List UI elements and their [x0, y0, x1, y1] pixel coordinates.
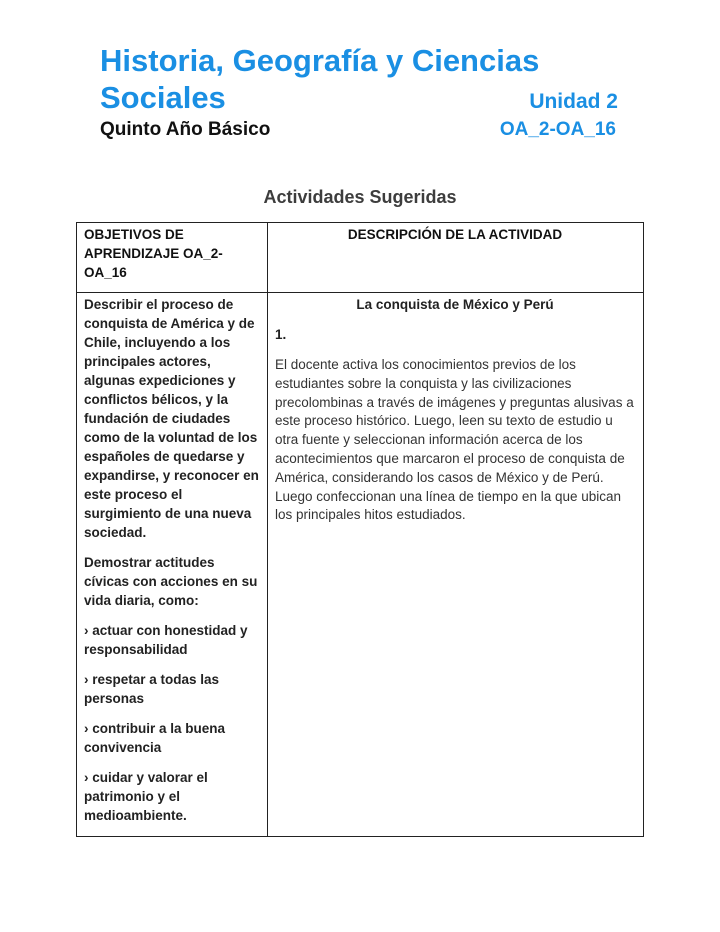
table-header-row	[77, 223, 644, 293]
activity-cell	[268, 293, 644, 837]
unit-label: Unidad 2	[529, 90, 618, 113]
activities-table	[76, 222, 644, 837]
activity-description: El docente activa los conocimientos previos de los estudiantes sobre la conquista y las civilizaciones precolombinas a través de imágenes y preguntas alusivas a este proceso histórico. Luego, leen su texto de estudio u otra fuente y seleccionan información acerca de los acontecimientos que marcaron el proceso de conquista de América, considerando los casos de México y de Perú. Luego confeccionan una línea de tiempo en la que ubican los principales hitos estudiados.	[275, 357, 634, 523]
oa-range: OA_2-OA_16	[499, 119, 616, 140]
document-title: Historia, Geografía y Ciencias	[100, 43, 540, 78]
document-title-line2	[100, 80, 618, 120]
section-title: Actividades Sugeridas	[263, 187, 457, 207]
activity-title: La conquista de México y Perú	[356, 297, 554, 312]
objective-item: › respetar a todas las personas	[84, 672, 220, 706]
objective-item: Demostrar actitudes cívicas con acciones en su vida diaria, como:	[84, 555, 258, 608]
activity-number: 1.	[275, 327, 287, 342]
level-row	[100, 118, 616, 142]
objectives-cell	[77, 293, 268, 837]
objective-item: › contribuir a la buena convivencia	[84, 721, 226, 755]
grade-level: Quinto Año Básico	[100, 119, 271, 140]
objective-item: › cuidar y valorar el patrimonio y el medioambiente.	[84, 770, 208, 823]
description-header: DESCRIPCIÓN DE LA ACTIVIDAD	[268, 223, 644, 293]
table-row	[77, 293, 644, 837]
objective-item: Describir el proceso de conquista de América y de Chile, incluyendo a los principales actores, algunas expediciones y conflictos bélicos, y la fundación de ciudades como de la voluntad de los españoles de quedarse y expandirse, y reconocer en este proceso el surgimiento de una nueva sociedad.	[84, 297, 259, 540]
objective-item: › actuar con honestidad y responsabilidad	[84, 623, 248, 657]
objectives-header: OBJETIVOS DE APRENDIZAJE OA_2-OA_16	[77, 223, 268, 293]
document-title-sociales: Sociales	[100, 80, 226, 115]
